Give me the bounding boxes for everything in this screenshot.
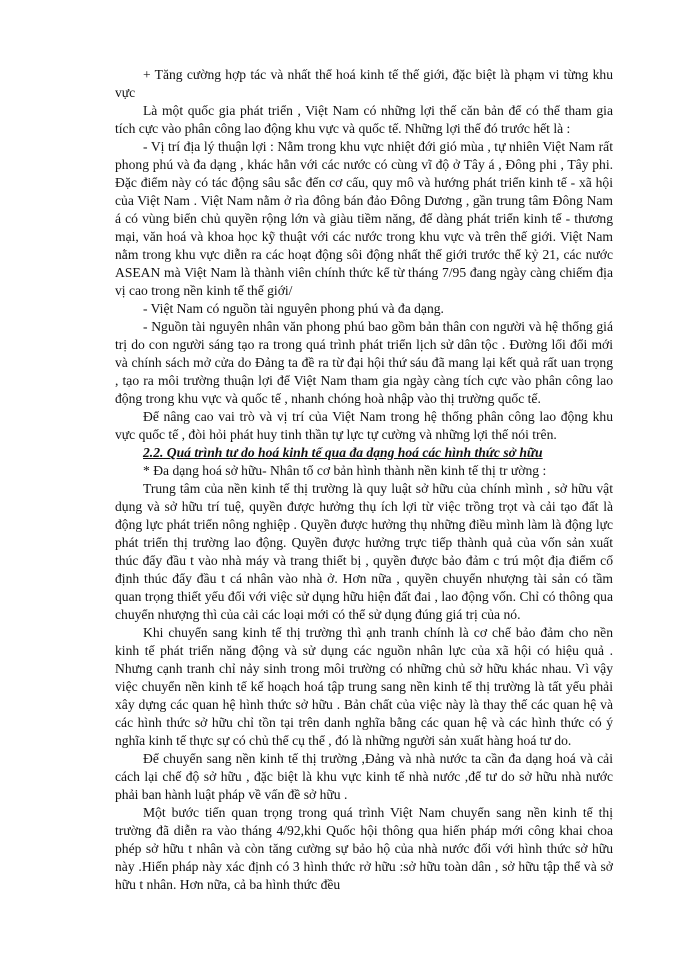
paragraph: Khi chuyển sang kinh tế thị trường thì ạnh tranh chính là cơ chế bảo đảm cho nền kinh tế phát triển năng động và sử dụng các nguồn nhân lực của xã hội có hiệu quả . Nhưng cạnh tranh chỉ nảy sinh trong môi trường có những chủ sở hữu khác nhau. Vì vậy việc chuyển nền kinh tế kế hoạch hoá tập trung sang nền kinh tế thị trường là tất yếu phải xây dựng các quan hệ hình thức sở hữu . Bản chất của việc này là thay thế các quan hệ và các hình thức sở hữu chỉ tồn tại trên danh nghĩa bằng các quan hệ và các hình thức có ý nghĩa kinh tế thực sự có chủ thể cụ thể , đó là những người sản xuất hàng hoá tư do. — [115, 625, 613, 748]
paragraph: Là một quốc gia phát triển , Việt Nam có những lợi thế căn bản để có thể tham gia tích cực vào phân công lao động khu vực và quốc tế. Những lợi thế đó trước hết là : — [115, 103, 613, 136]
list-item: - Nguồn tài nguyên nhân văn phong phú bao gồm bản thân con người và hệ thống giá trị do con người sáng tạo ra trong quá trình phát triển lịch sử dân tộc . Đường lối đổi mới và chính sách mở cửa do Đảng ta đề ra từ đại hội thứ sáu đã mang lại kết quả rất uan trọng , tạo ra môi trường thuận lợi để Việt Nam tham gia ngày càng tích cực vào phân công lao động trong khu vực và quốc tế , nhanh chóng hoà nhập vào thị trường quốc tế. — [115, 319, 613, 406]
document-page — [115, 66, 613, 894]
paragraph: Trung tâm của nền kinh tế thị trường là quy luật sở hữu của chính mình , sở hữu vật dụng và sở hữu trí tuệ, quyền được hưởng thụ ích lợi từ việc trồng trọt và cải tạo đất là động lực phát triển nông nghiệp . Quyền được hưởng thụ những điều mình làm là động lực phát triển thị trường lao động. Quyền được hưởng trực tiếp thành quả của vốn sản xuất thúc đẩy đầu t vào nhà máy và trang thiết bị , quyền được bảo đảm c trú một địa điểm cố định thúc đẩy đầu t cá nhân vào nhà ở. Hơn nữa , quyền chuyển nhượng tài sản có tầm quan trọng thiết yếu đối với việc sử dụng hữu hiện đất đai , lao động vốn. Chỉ có thông qua chuyển nhượng thì của cải các loại mới có thể sử dụng đúng giá trị của nó. — [115, 481, 613, 622]
section-heading: 2.2. Quá trình tư do hoá kinh tế qua đa dạng hoá các hình thức sở hữu — [143, 445, 543, 460]
section-subheading: * Đa dạng hoá sở hữu- Nhân tố cơ bản hình thành nền kinh tế thị tr ường : — [143, 463, 547, 478]
list-item: - Vị trí địa lý thuận lợi : Nằm trong khu vực nhiệt đới gió mùa , tự nhiên Việt Nam rất phong phú và đa dạng , khác hẳn với các nước có cùng vĩ độ ở Tây á , Đông phi , Tây phi. Đặc điểm này có tác động sâu sắc đến cơ cấu, quy mô và hướng phát triển kinh tế - xã hội của Việt Nam . Việt Nam nằm ở rìa đông bán đảo Đông Dương , gần trung tâm Đông Nam á có vùng biển chủ quyền rộng lớn và giàu tiềm năng, để dàng phát triển kinh tế - thương mại, văn hoá và khoa học kỹ thuật với các nước trong khu vực và trên thế giới. Việt Nam nằm trong khu vực diễn ra các hoạt động sôi động nhất thế giới trước thế kỷ 21, các nước ASEAN mà Việt Nam là thành viên chính thức kể từ tháng 7/95 đang ngày càng chiếm địa vị cao trong nền kinh tế thế giới/ — [115, 139, 613, 298]
paragraph: Để chuyển sang nền kinh tế thị trường ,Đảng và nhà nước ta cần đa dạng hoá và cải cách lại chế độ sở hữu , đặc biệt là khu vực kinh tế nhà nước ,để tư do sở hữu nhà nước phải ban hành luật pháp về vấn đề sở hữu . — [115, 751, 613, 802]
paragraph: Một bước tiến quan trọng trong quá trình Việt Nam chuyển sang nền kinh tế thị trường đã diễn ra vào tháng 4/92,khi Quốc hội thông qua hiến pháp mới công khai choa phép sở hữu t nhân và còn tăng cường sự bảo hộ của nhà nước đối với hình thức sở hữu này .Hiến pháp này xác định có 3 hình thức rở hữu :sở hữu toàn dân , sở hữu tập thể và sở hữu t nhân. Hơn nữa, cả ba hình thức đều — [115, 805, 613, 892]
list-item: - Việt Nam có nguồn tài nguyên phong phú và đa dạng. — [143, 301, 444, 316]
paragraph: + Tăng cường hợp tác và nhất thể hoá kinh tế thế giới, đặc biệt là phạm vi từng khu vực — [115, 67, 613, 100]
paragraph: Để nâng cao vai trò và vị trí của Việt Nam trong hệ thống phân công lao động khu vực quốc tế , đòi hỏi phát huy tinh thần tự lực tự cường và những lợi thế nói trên. — [115, 409, 613, 442]
